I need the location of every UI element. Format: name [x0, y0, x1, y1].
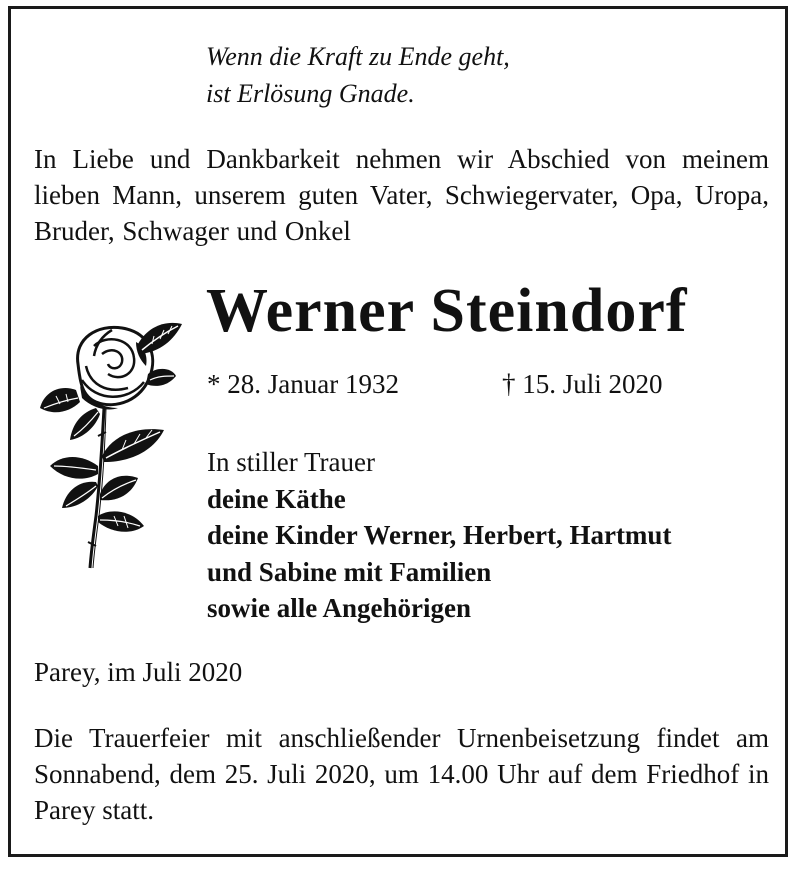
funeral-info: Die Trauerfeier mit anschließender Urnenbeisetzung findet am Sonnabend, dem 25. Juli 2020, um 14.00 Uhr auf dem Friedhof in Parey statt. [34, 723, 769, 825]
deceased-name: Werner Steindorf [206, 277, 688, 345]
mourner-line: und Sabine mit Familien [207, 556, 492, 587]
mourner-line: deine Kinder Werner, Herbert, Hartmut [207, 520, 672, 550]
place-date: Parey, im Juli 2020 [34, 657, 243, 687]
motto-line-1: Wenn die Kraft zu Ende geht, [206, 42, 510, 71]
death-date: † 15. Juli 2020 [502, 369, 663, 399]
mourner-line: sowie alle Angehörigen [207, 593, 471, 623]
mourners-heading: In stiller Trauer [207, 447, 375, 477]
intro-text: In Liebe und Dankbarkeit nehmen wir Abschied von meinem lieben Mann, unserem guten Vater, Schwiegervater, Opa, Uropa, Bruder, Schwager und Onkel [34, 144, 769, 246]
motto [206, 38, 510, 112]
birth-date: * 28. Januar 1932 [207, 369, 399, 399]
mourners-block [207, 444, 671, 627]
rose-icon [36, 316, 186, 571]
motto-line-2: ist Erlösung Gnade. [206, 79, 415, 108]
mourner-line: deine Käthe [207, 483, 346, 514]
